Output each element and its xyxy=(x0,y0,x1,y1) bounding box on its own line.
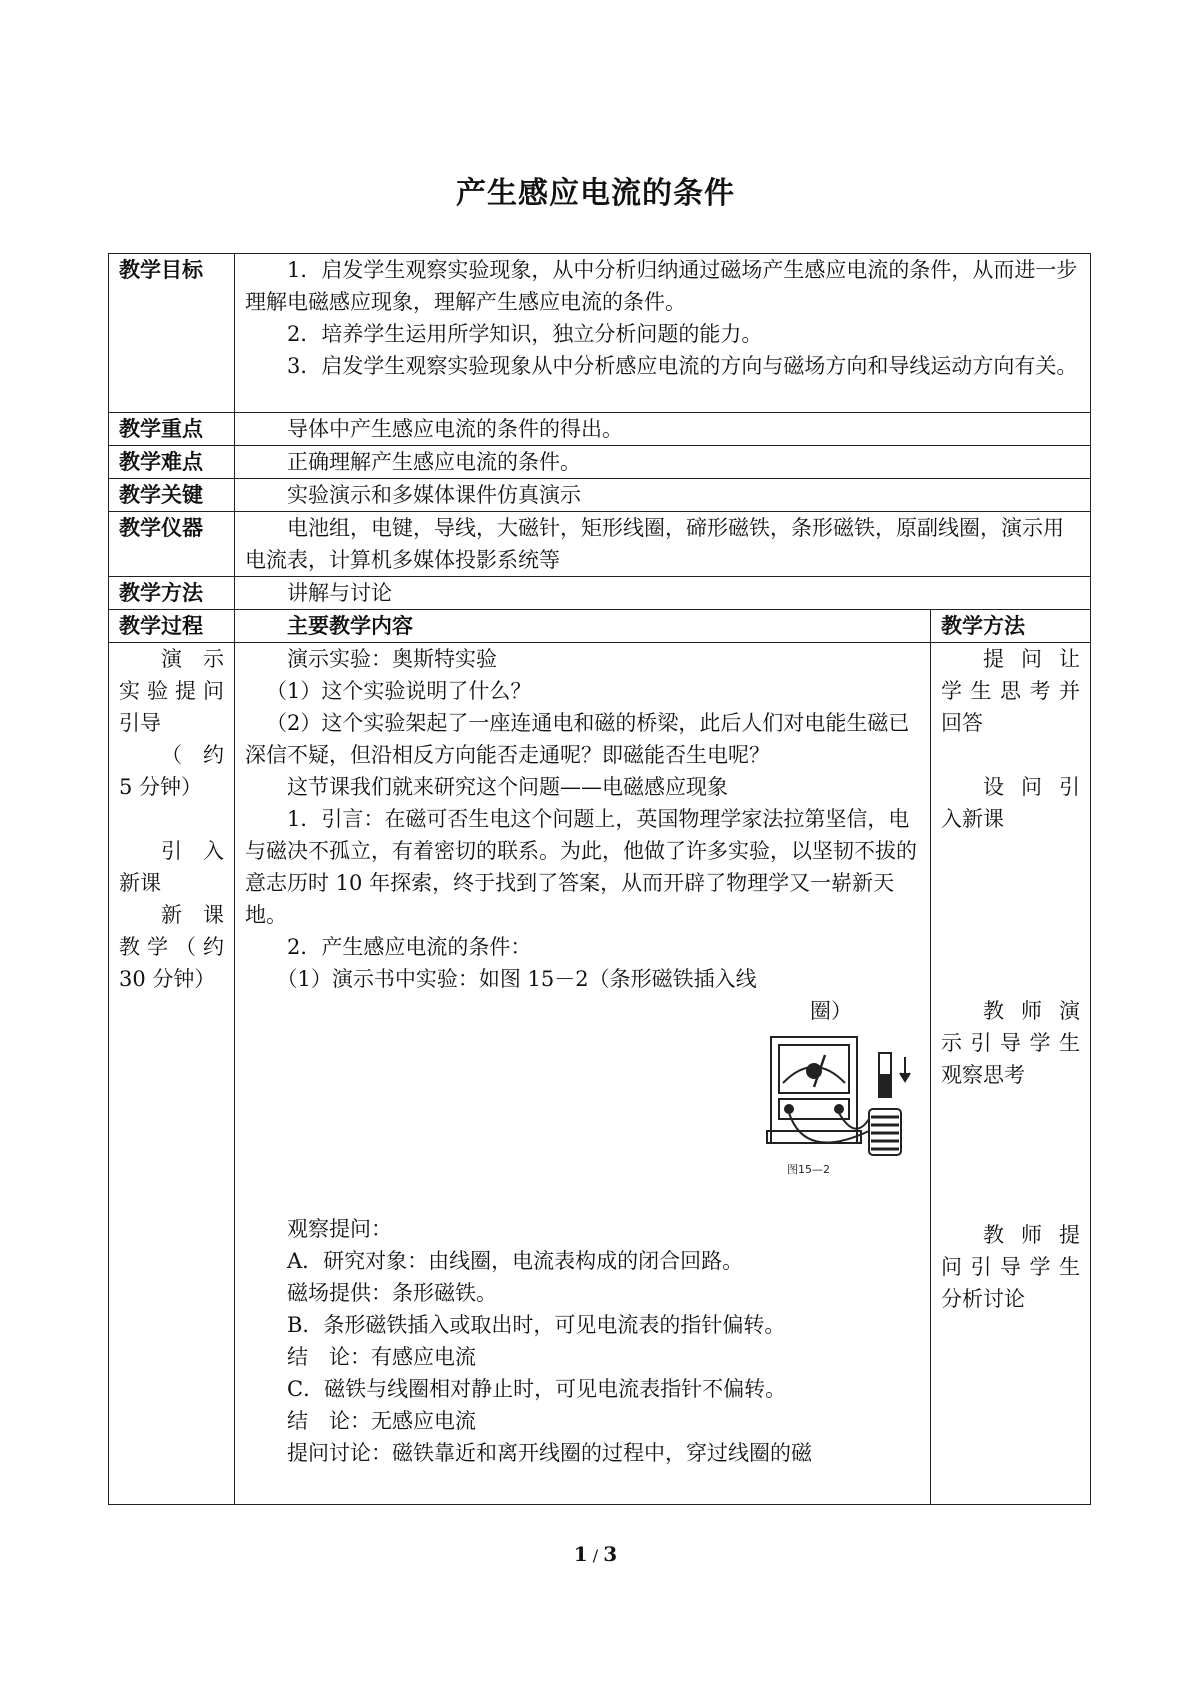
method-note: 提 问 让 xyxy=(983,647,1081,671)
method-note: 回答 xyxy=(941,711,983,735)
process-header-row xyxy=(109,610,1091,643)
equipment-text: 电池组，电键，导线，大磁针，矩形线圈，碲形磁铁，条形磁铁，原副线圈，演示用电流表，计算机多媒体投影系统等 xyxy=(245,516,1064,572)
figure-caption: 图15—2 xyxy=(787,1163,830,1176)
difficulty-label: 教学难点 xyxy=(109,446,235,479)
content-line: （1）这个实验说明了什么？ xyxy=(266,679,532,703)
stage-demo-5: 5 分钟） xyxy=(119,775,203,799)
objective-item: 1．启发学生观察实验现象，从中分析归纳通过磁场产生感应电流的条件，从而进一步理解电磁感应现象，理解产生感应电流的条件。 xyxy=(245,258,1078,314)
content-line: 这节课我们就来研究这个问题——电磁感应现象 xyxy=(287,775,728,799)
method-note: 教 师 提 xyxy=(983,1223,1081,1247)
process-header-col1: 教学过程 xyxy=(109,610,235,643)
key-point-row xyxy=(109,413,1091,446)
lesson-plan-table xyxy=(108,253,1091,1505)
meter-body xyxy=(771,1037,857,1143)
page-number: 1 / 3 xyxy=(573,1542,618,1566)
content-line: 结 论：有感应电流 xyxy=(287,1345,476,1369)
process-method-column xyxy=(931,643,1091,1505)
stage-new-3: 30 分钟） xyxy=(119,967,216,991)
content-line: 演示实验：奥斯特实验 xyxy=(287,647,497,671)
galvanometer-figure xyxy=(765,1031,915,1181)
page-total: 3 xyxy=(603,1542,618,1566)
method-note: 入新课 xyxy=(941,807,1004,831)
stage-demo-4: （约 xyxy=(161,743,224,767)
method-note: 观察思考 xyxy=(941,1063,1025,1087)
method-text: 讲解与讨论 xyxy=(287,581,392,605)
method-label: 教学方法 xyxy=(109,577,235,610)
equipment-label: 教学仪器 xyxy=(109,512,235,577)
method-note: 示引导学生 xyxy=(941,1031,1081,1055)
key-label: 教学关键 xyxy=(109,479,235,512)
stage-intro-2: 新课 xyxy=(119,871,161,895)
method-note: 学生思考并 xyxy=(941,679,1081,703)
content-line: 圈） xyxy=(810,999,852,1023)
key-row xyxy=(109,479,1091,512)
content-line: 提问讨论：磁铁靠近和离开线圈的过程中，穿过线圈的磁 xyxy=(287,1441,812,1465)
method-note: 设 问 引 xyxy=(983,775,1081,799)
content-line: B．条形磁铁插入或取出时，可见电流表的指针偏转。 xyxy=(287,1313,786,1337)
content-line: 2．产生感应电流的条件： xyxy=(287,935,532,959)
stage-demo-2: 实验提问 xyxy=(119,679,224,703)
stage-new-2: 教学（约 xyxy=(119,935,224,959)
process-header-col3: 教学方法 xyxy=(931,610,1091,643)
content-line: 磁场提供：条形磁铁。 xyxy=(287,1281,497,1305)
method-note: 教 师 演 xyxy=(983,999,1081,1023)
content-line: 观察提问： xyxy=(287,1217,392,1241)
stage-demo-1: 演 示 xyxy=(161,647,224,671)
content-line: 1．引言：在磁可否生电这个问题上，英国物理学家法拉第坚信，电与磁决不孤立，有着密切的联系。为此，他做了许多实验，以坚韧不拔的意志历时 10 年探索，终于找到了答案，从而开辟了物理学又一崭新天地。 xyxy=(245,807,917,927)
objective-item: 2．培养学生运用所学知识，独立分析问题的能力。 xyxy=(287,322,763,346)
page-title: 产生感应电流的条件 xyxy=(456,176,735,211)
objectives-content xyxy=(235,254,1091,413)
content-line: （2）这个实验架起了一座连通电和磁的桥梁，此后人们对电能生磁已深信不疑，但沿相反方向能否走通呢？即磁能否生电呢？ xyxy=(245,711,910,767)
page-current: 1 xyxy=(573,1542,588,1566)
process-header-col2: 主要教学内容 xyxy=(287,614,413,638)
process-content-column xyxy=(235,643,931,1505)
equipment-row xyxy=(109,512,1091,577)
objectives-label: 教学目标 xyxy=(109,254,235,413)
key-point-text: 导体中产生感应电流的条件的得出。 xyxy=(287,417,623,441)
difficulty-text: 正确理解产生感应电流的条件。 xyxy=(287,450,581,474)
stage-new-1: 新 课 xyxy=(161,903,224,927)
content-line: C．磁铁与线圈相对静止时，可见电流表指针不偏转。 xyxy=(287,1377,787,1401)
content-line: 结 论：无感应电流 xyxy=(287,1409,476,1433)
content-line: （1）演示书中实验：如图 15－2（条形磁铁插入线 xyxy=(276,967,757,991)
stage-demo-3: 引导 xyxy=(119,711,161,735)
key-point-label: 教学重点 xyxy=(109,413,235,446)
method-note: 问引导学生 xyxy=(941,1255,1081,1279)
content-line: A．研究对象：由线圈，电流表构成的闭合回路。 xyxy=(287,1249,744,1273)
process-row xyxy=(109,643,1091,1505)
key-text: 实验演示和多媒体课件仿真演示 xyxy=(287,483,581,507)
method-row xyxy=(109,577,1091,610)
method-note: 分析讨论 xyxy=(941,1287,1025,1311)
stage-intro-1: 引 入 xyxy=(161,839,224,863)
difficulty-row xyxy=(109,446,1091,479)
objective-item: 3．启发学生观察实验现象从中分析感应电流的方向与磁场方向和导线运动方向有关。 xyxy=(287,354,1078,378)
process-stage-column xyxy=(109,643,235,1505)
objectives-row xyxy=(109,254,1091,413)
